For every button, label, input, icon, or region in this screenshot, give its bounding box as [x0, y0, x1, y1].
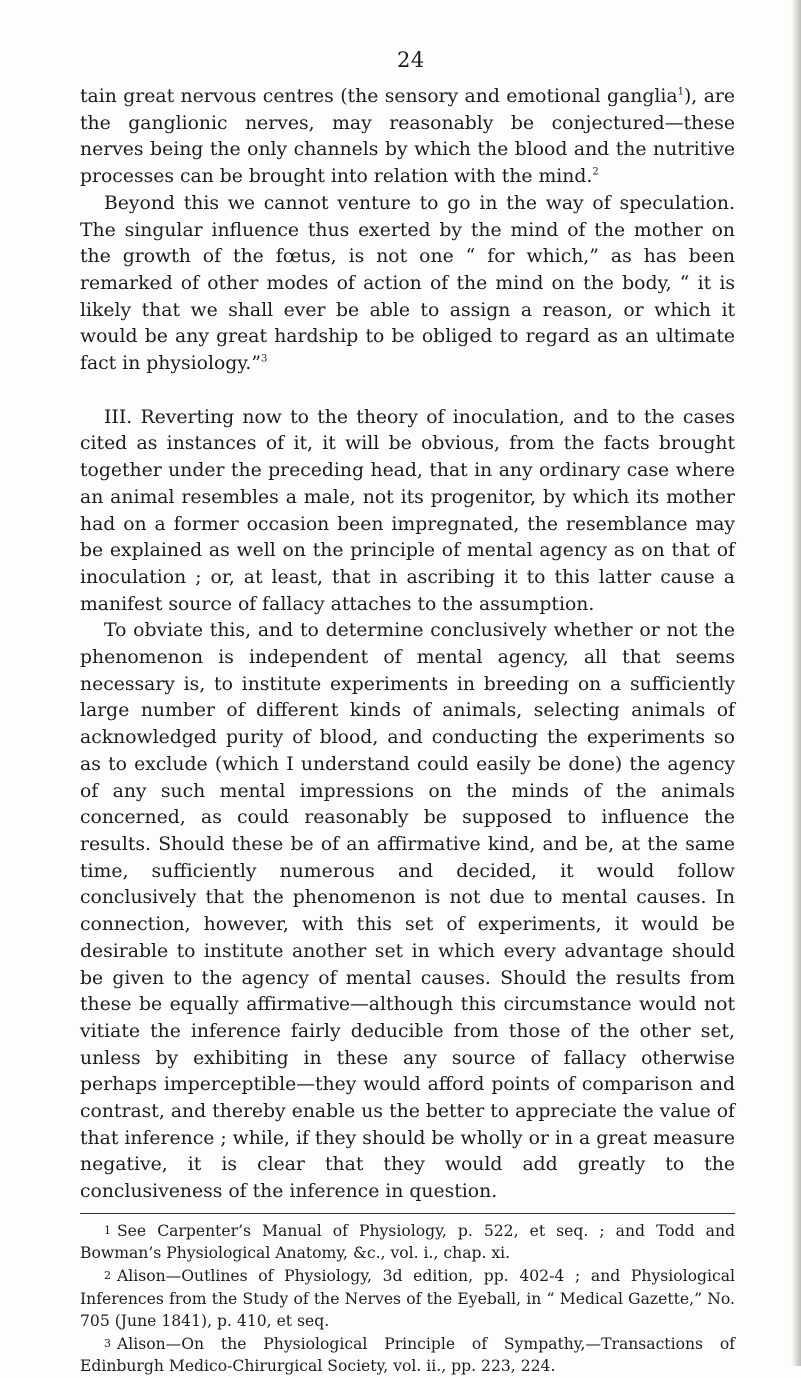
footnote-2 — [80, 1265, 735, 1333]
paragraph-text: Beyond this we cannot venture to go in the way of speculation. The singular influence thus exerted by the mind of the mother on the growth of the fœtus, is not one “ for which,” as has been remarked of other modes of action of the mind on the body, “ it is likely that we shall ever be able to assign a reason, or which it would be any great hardship to be obliged to regard as an ultimate fact in physiology.” — [80, 192, 735, 375]
footnote-number: 1 — [104, 1223, 111, 1237]
footnote-ref-3[interactable]: 3 — [260, 353, 268, 365]
footnote-text: See Carpenter’s Manual of Physiology, p. 522, et seq. ; and Todd and Bowman’s Physiological Anatomy, &c., vol. i., chap. xi. — [80, 1221, 735, 1263]
page-body — [80, 84, 735, 1378]
paragraph-obviate: To obviate this, and to determine conclusively whether or not the phenomenon is independent of mental agency, all that seems necessary is, to institute experiments in breeding on a sufficiently large number of different kinds of animals, selecting animals of acknowledged purity of blood, and conducting the experiments so as to exclude (which I understand could easily be done) the agency of any such mental impressions on the minds of the animals concerned, as could reasonably be supposed to influence the results. Should these be of an affirmative kind, and be, at the same time, sufficiently numerous and decided, it would follow conclusively that the phenomenon is not due to mental causes. In connection, however, with this set of experiments, it would be desirable to institute another set in which every advantage should be given to the agency of mental causes. Should the results from these be equally affirmative—although this circumstance would not vitiate the inference fairly deducible from those of the other set, unless by exhibiting in these any source of fallacy otherwise perhaps imperceptible—they would afford points of comparison and contrast, and thereby enable us the better to appreciate the value of that inference ; while, if they should be wholly or in a great measure negative, it is clear that they would add greatly to the conclusiveness of the inference in question. — [80, 620, 735, 1203]
paragraph-text: tain great nervous centres (the sensory and emotional ganglia — [80, 86, 678, 107]
footnote-ref-2[interactable]: 2 — [592, 166, 599, 178]
footnote-text: Alison—Outlines of Physiology, 3d edition, pp. 402-4 ; and Physiological Inferences from the Study of the Nerves of the Eyeball, in “ Medical Gazette,” No. 705 (June 1841), p. 410, et seq. — [80, 1267, 735, 1331]
footnote-divider — [80, 1213, 735, 1214]
paragraph-continuation — [80, 84, 735, 191]
page-edge-shadow — [791, 0, 801, 1366]
footnote-1 — [80, 1220, 735, 1265]
footnote-number: 3 — [104, 1336, 111, 1350]
footnote-number: 2 — [104, 1269, 111, 1283]
paragraph-beyond — [80, 191, 735, 378]
footnote-3 — [80, 1333, 735, 1378]
footnote-text: Alison—On the Physiological Principle of Sympathy,—Transactions of Edinburgh Medico-Chirurgical Society, vol. ii., pp. 223, 224. — [80, 1334, 735, 1376]
footnotes — [80, 1220, 735, 1378]
paragraph-text: ), are the ganglionic nerves, may reasonably be conjectured—these nerves being the only channels by which the blood and the nutritive processes can be brought into relation with the mind. — [80, 86, 735, 188]
page-number: 24 — [397, 48, 425, 72]
footnote-ref-1[interactable]: 1 — [677, 86, 684, 98]
section-iii-paragraph: III. Reverting now to the theory of inoculation, and to the cases cited as instances of it, it will be obvious, from the facts brought together under the preceding head, that in any ordinary case where an animal resembles a male, not its progenitor, by which its mother had on a former occasion been impregnated, the resemblance may be explained as well on the principle of mental agency as on that of inoculation ; or, at least, that in ascribing it to this latter cause a manifest source of fallacy attaches to the assumption. — [80, 406, 735, 615]
